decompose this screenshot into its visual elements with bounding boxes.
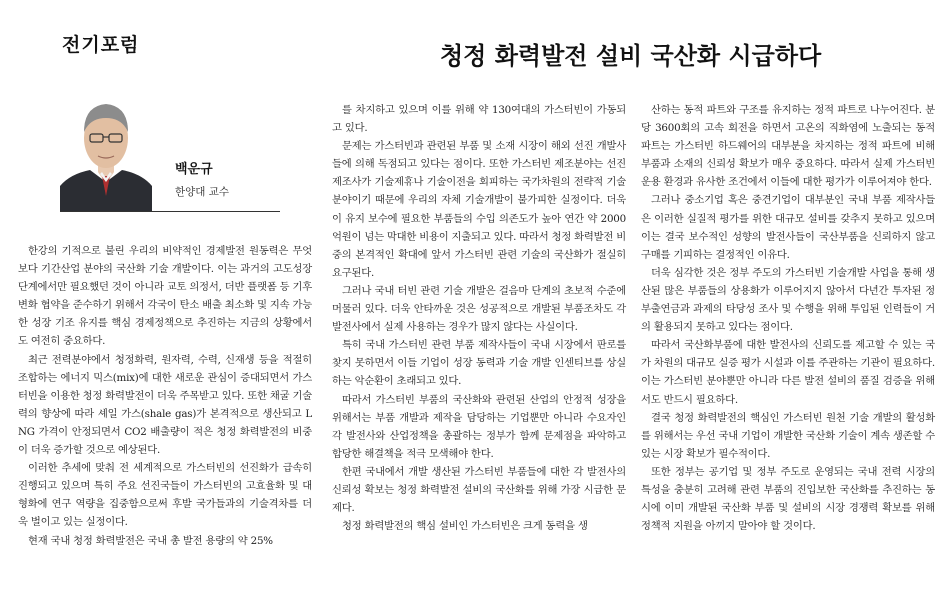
author-divider [60,211,280,212]
paragraph: 현재 국내 청정 화력발전은 국내 총 발전 용량의 약 25% [28,534,273,547]
paragraph: 를 차지하고 있으며 이를 위해 약 130여대의 가스터빈이 가동되고 있다. [332,104,626,135]
author-name: 백운규 [175,162,213,177]
paragraph: 최근 전력분야에서 청정화력, 원자력, 수력, 신재생 등을 적절히 조합하는 에너지 믹스(mix)에 대한 새로운 관심이 증대되면서 가스터빈을 이용한 청정 화력발전이 더욱 주목받고 있다. 또한 채굴 기술력의 향상에 따라 셰일 가스(shale gas)가 본격적으로 생산되고 LNG 가격이 안정되면서 CO2 배출량이 적은 청정 화력발전의 비중이 더욱 증가할 것으로 예상된다. [18,353,312,457]
paragraph: 청정 화력발전의 핵심 설비인 가스터빈은 크게 동력을 생 [342,520,588,533]
paragraph: 그러나 중소기업 혹은 중견기업이 대부분인 국내 부품 제작사들은 이러한 실질적 평가를 위한 대규모 설비를 갖추지 못하고 있으며 이는 결국 보수적인 성향의 발전사들이 국산부품을 신뢰하지 않고 구매를 기피하는 결정적인 이유다. [641,194,935,261]
headline: 청정 화력발전 설비 국산화 시급하다 [440,42,822,70]
paragraph: 더욱 심각한 것은 정부 주도의 가스터빈 기술개발 사업을 통해 생산된 많은 부품들의 상용화가 이루어지지 않아서 다년간 투자된 정부출연금과 과제의 타당성 조사 및 수행을 위해 투입된 인력들이 거의 활용되지 못하고 있다는 점이다. [641,266,935,334]
paragraph: 결국 청정 화력발전의 핵심인 가스터빈 원천 기술 개발의 활성화를 위해서는 우선 국내 기업이 개발한 국산화 기술이 계속 생존할 수 있는 시장 확보가 필수적이다. [641,411,935,460]
article-column-2 [332,101,626,535]
paragraph: 문제는 가스터빈과 관련된 부품 및 소재 시장이 해외 선진 개발사들에 의해 독점되고 있다는 점이다. 또한 가스터빈 제조분야는 선진 제조사가 기술제휴나 기술이전을 회피하는 국가차원의 전략적 기술 분야이기 때문에 우리의 자체 기술개발이 불가피한 실정이다. 더욱이 유지 보수에 필요한 부품들의 수입 의존도가 높아 연간 약 2000억원이 넘는 막대한 비용이 지출되고 있다. 따라서 청정 화력발전 비중의 본격적인 확대에 앞서 가스터빈 관련 기술의 국산화가 절실히 요구된다. [332,140,626,279]
author-portrait [60,86,152,211]
paragraph: 한강의 기적으로 불린 우리의 비약적인 경제발전 원동력은 무엇보다 기간산업 분야의 국산화 기술 개발이다. 이는 과거의 고도성장 단계에서만 필요했던 것이 아니라 교토 의정서, 더반 플랫폼 등 기후 변화 협약을 준수하기 위해서 각국이 탄소 배출 최소화 및 지속 가능한 성장 기조 유지를 핵심 경제정책으로 추진하는 지금의 상황에서도 여전히 중요하다. [18,245,312,348]
paragraph: 따라서 국산화부품에 대한 발전사의 신뢰도를 제고할 수 있는 국가 차원의 대규모 실증 평가 시설과 이를 주관하는 기관이 필요하다. 이는 가스터빈 분야뿐만 아니라 다른 발전 설비의 품질 검증을 위해서도 반드시 필요하다. [641,339,935,406]
paragraph: 산하는 동적 파트와 구조를 유지하는 정적 파트로 나누어진다. 분당 3600회의 고속 회전을 하면서 고온의 직화염에 노출되는 동적 파트는 가스터빈 하드웨어의 대부분을 차지하는 정적 파트에 비해 부품과 소재의 신뢰성 확보가 매우 중요하다. 따라서 실제 가스터빈 운용 환경과 유사한 조건에서 이들에 대한 평가가 이루어져야 한다. [641,104,935,189]
paragraph: 따라서 가스터빈 부품의 국산화와 관련된 산업의 안정적 성장을 위해서는 부품 개발과 제작을 담당하는 기업뿐만 아니라 수요자인 각 발전사와 산업정책을 총괄하는 정부가 함께 문제점을 파악하고 합당한 해결책을 적극 모색해야 한다. [332,393,626,460]
column-label: 전기포럼 [62,34,140,56]
article-column-1 [18,242,312,550]
author-title: 한양대 교수 [175,186,230,198]
paragraph: 특히 국내 가스터빈 관련 부품 제작사들이 국내 시장에서 판로를 찾지 못하면서 이들 기업이 성장 동력과 기술 개발 인센티브를 상실하는 악순환이 초래되고 있다. [332,339,626,388]
article-column-3 [641,101,935,535]
paragraph: 이러한 추세에 맞춰 전 세계적으로 가스터빈의 선진화가 급속히 진행되고 있으며 특히 주요 선진국들이 가스터빈의 고효율화 및 대형화에 연구 역량을 집중함으로써 후발 국가들과의 기술격차를 더욱 벌이고 있는 실정이다. [18,462,312,529]
paragraph: 한편 국내에서 개발 생산된 가스터빈 부품들에 대한 각 발전사의 신뢰성 확보는 청정 화력발전 설비의 국산화를 위해 가장 시급한 문제다. [332,465,626,515]
paragraph: 그러나 국내 터빈 관련 기술 개발은 걸음마 단계의 초보적 수준에 머물러 있다. 더욱 안타까운 것은 성공적으로 개발된 부품조차도 각 발전사에서 실제 사용하는 경우가 많지 않다는 사실이다. [332,284,626,334]
paragraph: 또한 정부는 공기업 및 정부 주도로 운영되는 국내 전력 시장의 특성을 충분히 고려해 관련 부품의 진입보한 국산화를 추진하는 동시에 이미 개발된 국산화 부품 및 설비의 시장 경쟁력 확보를 위해 정책적 지원을 아끼지 말아야 할 것이다. [641,465,935,533]
